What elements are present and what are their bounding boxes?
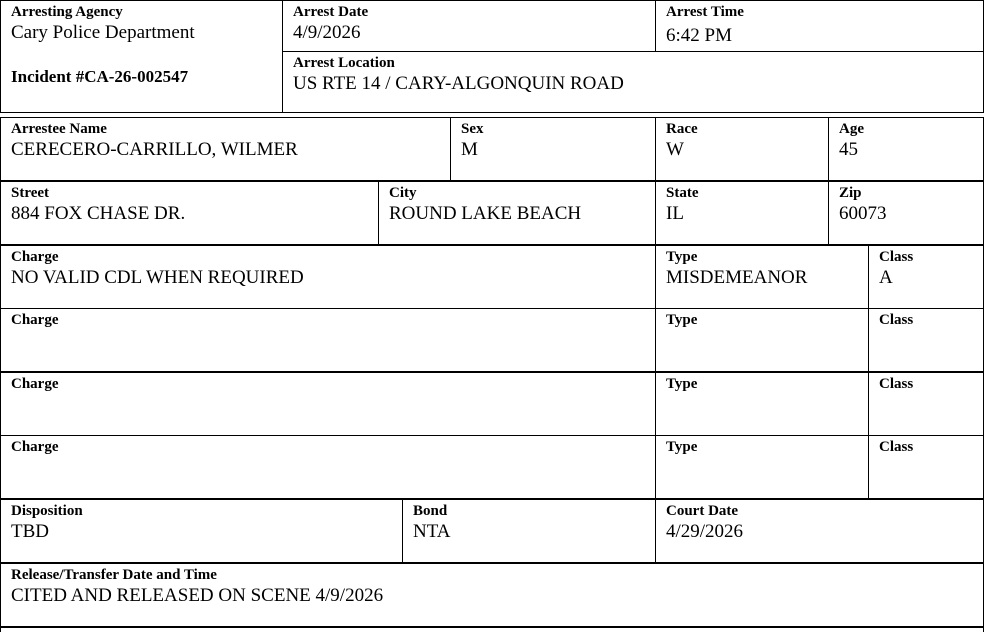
class-label: Class bbox=[879, 376, 914, 392]
class-label: Class bbox=[879, 439, 914, 455]
charge-cell bbox=[0, 372, 656, 436]
state-label: State bbox=[666, 185, 699, 201]
type-cell bbox=[655, 372, 869, 436]
arrest-time-label: Arrest Time bbox=[666, 4, 744, 20]
street-cell bbox=[0, 181, 379, 245]
charge-label: Charge bbox=[11, 439, 59, 455]
charge-cell bbox=[0, 308, 656, 372]
bond-label: Bond bbox=[413, 503, 448, 519]
release-cell bbox=[0, 563, 984, 627]
disposition-cell bbox=[0, 499, 403, 563]
bond-cell bbox=[402, 499, 656, 563]
class-cell bbox=[868, 435, 984, 499]
type-label: Type bbox=[666, 439, 698, 455]
release-label: Release/Transfer Date and Time bbox=[11, 567, 217, 583]
sex-label: Sex bbox=[461, 121, 484, 137]
arrest-time-cell bbox=[655, 0, 984, 52]
release-value: CITED AND RELEASED ON SCENE 4/9/2026 bbox=[11, 585, 384, 606]
sex-cell bbox=[450, 117, 656, 181]
disposition-label: Disposition bbox=[11, 503, 83, 519]
zip-label: Zip bbox=[839, 185, 862, 201]
class-cell bbox=[868, 308, 984, 372]
charge-label: Charge bbox=[11, 376, 59, 392]
age-value: 45 bbox=[839, 139, 858, 160]
sex-value: M bbox=[461, 139, 478, 160]
arresting-agency-value: Cary Police Department bbox=[11, 22, 195, 43]
city-label: City bbox=[389, 185, 417, 201]
age-label: Age bbox=[839, 121, 864, 137]
bond-value: NTA bbox=[413, 521, 451, 542]
state-value: IL bbox=[666, 203, 684, 224]
arrestee-name-value: CERECERO-CARRILLO, WILMER bbox=[11, 139, 298, 160]
court-date-cell bbox=[655, 499, 984, 563]
type-cell bbox=[655, 245, 869, 309]
type-value: MISDEMEANOR bbox=[666, 267, 808, 288]
type-cell bbox=[655, 435, 869, 499]
arrest-date-value: 4/9/2026 bbox=[293, 22, 361, 43]
race-value: W bbox=[666, 139, 684, 160]
race-label: Race bbox=[666, 121, 698, 137]
arrest-date-cell bbox=[282, 0, 656, 52]
class-cell bbox=[868, 372, 984, 436]
charge-label: Charge bbox=[11, 249, 59, 265]
charge-label: Charge bbox=[11, 312, 59, 328]
race-cell bbox=[655, 117, 829, 181]
type-label: Type bbox=[666, 312, 698, 328]
zip-value: 60073 bbox=[839, 203, 887, 224]
arrest-date-label: Arrest Date bbox=[293, 4, 369, 20]
court-date-label: Court Date bbox=[666, 503, 739, 519]
arresting-agency-cell bbox=[0, 0, 283, 113]
class-value: A bbox=[879, 267, 893, 288]
state-cell bbox=[655, 181, 829, 245]
arrest-location-value: US RTE 14 / CARY-ALGONQUIN ROAD bbox=[293, 73, 624, 94]
charge-cell bbox=[0, 435, 656, 499]
arrest-location-cell bbox=[282, 51, 984, 113]
class-label: Class bbox=[879, 249, 914, 265]
city-cell bbox=[378, 181, 656, 245]
class-cell bbox=[868, 245, 984, 309]
class-label: Class bbox=[879, 312, 914, 328]
type-cell bbox=[655, 308, 869, 372]
court-date-value: 4/29/2026 bbox=[666, 521, 744, 542]
street-label: Street bbox=[11, 185, 50, 201]
arresting-agency-label: Arresting Agency bbox=[11, 4, 123, 20]
street-value: 884 FOX CHASE DR. bbox=[11, 203, 186, 224]
charge-value: NO VALID CDL WHEN REQUIRED bbox=[11, 267, 304, 288]
arrest-time-value: 6:42 PM bbox=[666, 25, 732, 46]
disposition-value: TBD bbox=[11, 521, 49, 542]
incident-number: Incident #CA-26-002547 bbox=[11, 67, 189, 86]
arrest-location-label: Arrest Location bbox=[293, 55, 395, 71]
city-value: ROUND LAKE BEACH bbox=[389, 203, 582, 224]
arrestee-name-label: Arrestee Name bbox=[11, 121, 107, 137]
next-row-cell bbox=[0, 627, 984, 632]
arrestee-name-cell bbox=[0, 117, 451, 181]
type-label: Type bbox=[666, 376, 698, 392]
charge-cell bbox=[0, 245, 656, 309]
zip-cell bbox=[828, 181, 984, 245]
age-cell bbox=[828, 117, 984, 181]
type-label: Type bbox=[666, 249, 698, 265]
